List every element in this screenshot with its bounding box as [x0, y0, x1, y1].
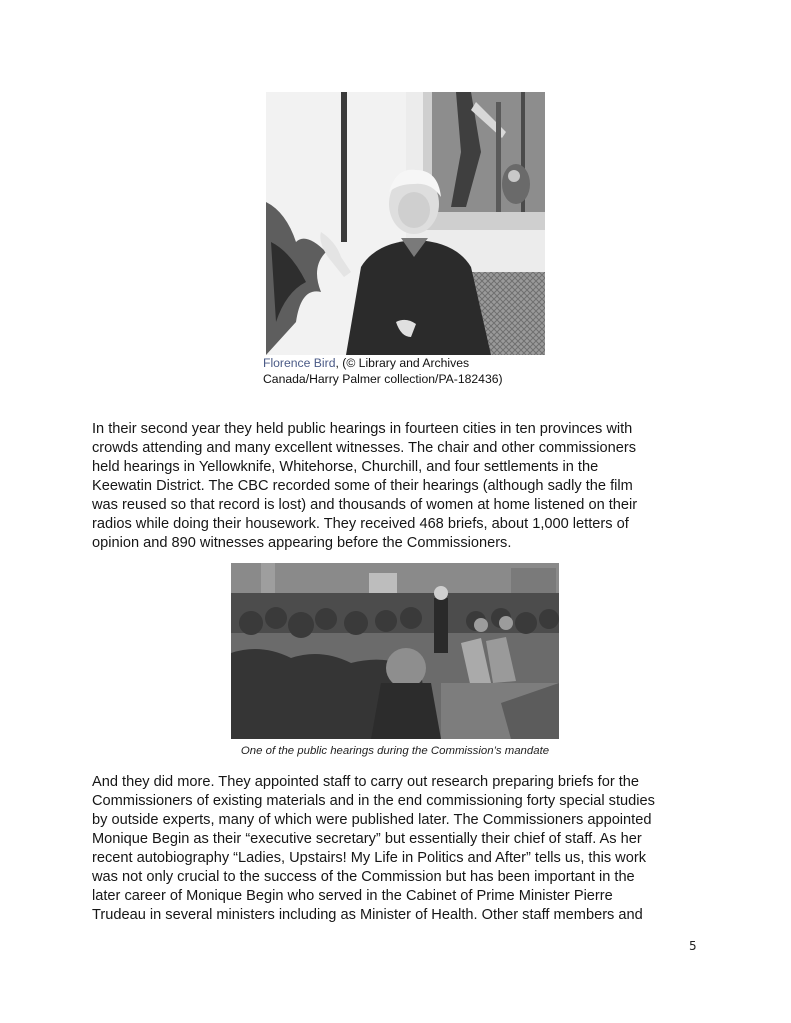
public-hearing-photo — [231, 563, 559, 739]
text-line: Keewatin District. The CBC recorded some of their hearings (although sadly the film — [92, 478, 633, 494]
florence-bird-photo — [266, 92, 545, 355]
text-line: Trudeau in several ministers including as Minister of Health. Other staff members and — [92, 907, 643, 923]
figure1-caption — [263, 356, 563, 387]
paragraph-public-hearings — [92, 420, 702, 553]
hearing-photo-graphic — [231, 563, 559, 739]
text-line: later career of Monique Begin who served in the Cabinet of Prime Minister Pierre — [92, 888, 613, 904]
text-line: was not only crucial to the success of the Commission but has been important in the — [92, 869, 635, 885]
caption-credit-line1: , (© Library and Archives — [335, 356, 470, 370]
text-line: In their second year they held public hearings in fourteen cities in ten provinces with — [92, 421, 633, 437]
portrait-photo-graphic — [266, 92, 545, 355]
figure2-caption: One of the public hearings during the Commission’s mandate — [240, 745, 550, 757]
text-line: Monique Begin as their “executive secretary” but essentially their chief of staff. As her — [92, 831, 642, 847]
page-number: 5 — [689, 939, 697, 953]
caption-credit-line2: Canada/Harry Palmer collection/PA-182436) — [263, 371, 503, 386]
text-line: And they did more. They appointed staff to carry out research preparing briefs for the — [92, 774, 640, 790]
paragraph-staff-research — [92, 773, 702, 925]
text-line: by outside experts, many of which were published later. The Commissioners appointed — [92, 812, 652, 828]
text-line: opinion and 890 witnesses appearing before the Commissioners. — [92, 535, 512, 551]
text-line: radios while doing their housework. They received 468 briefs, about 1,000 letters of — [92, 516, 629, 532]
florence-bird-link[interactable]: Florence Bird — [263, 356, 336, 370]
text-line: was reused so that record is lost) and thousands of women at home listened on their — [92, 497, 638, 513]
text-line: held hearings in Yellowknife, Whitehorse, Churchill, and four settlements in the — [92, 459, 599, 475]
text-line: Commissioners of existing materials and in the end commissioning forty special studies — [92, 793, 655, 809]
text-line: recent autobiography “Ladies, Upstairs! My Life in Politics and After” tells us, this work — [92, 850, 646, 866]
text-line: crowds attending and many excellent witnesses. The chair and other commissioners — [92, 440, 637, 456]
